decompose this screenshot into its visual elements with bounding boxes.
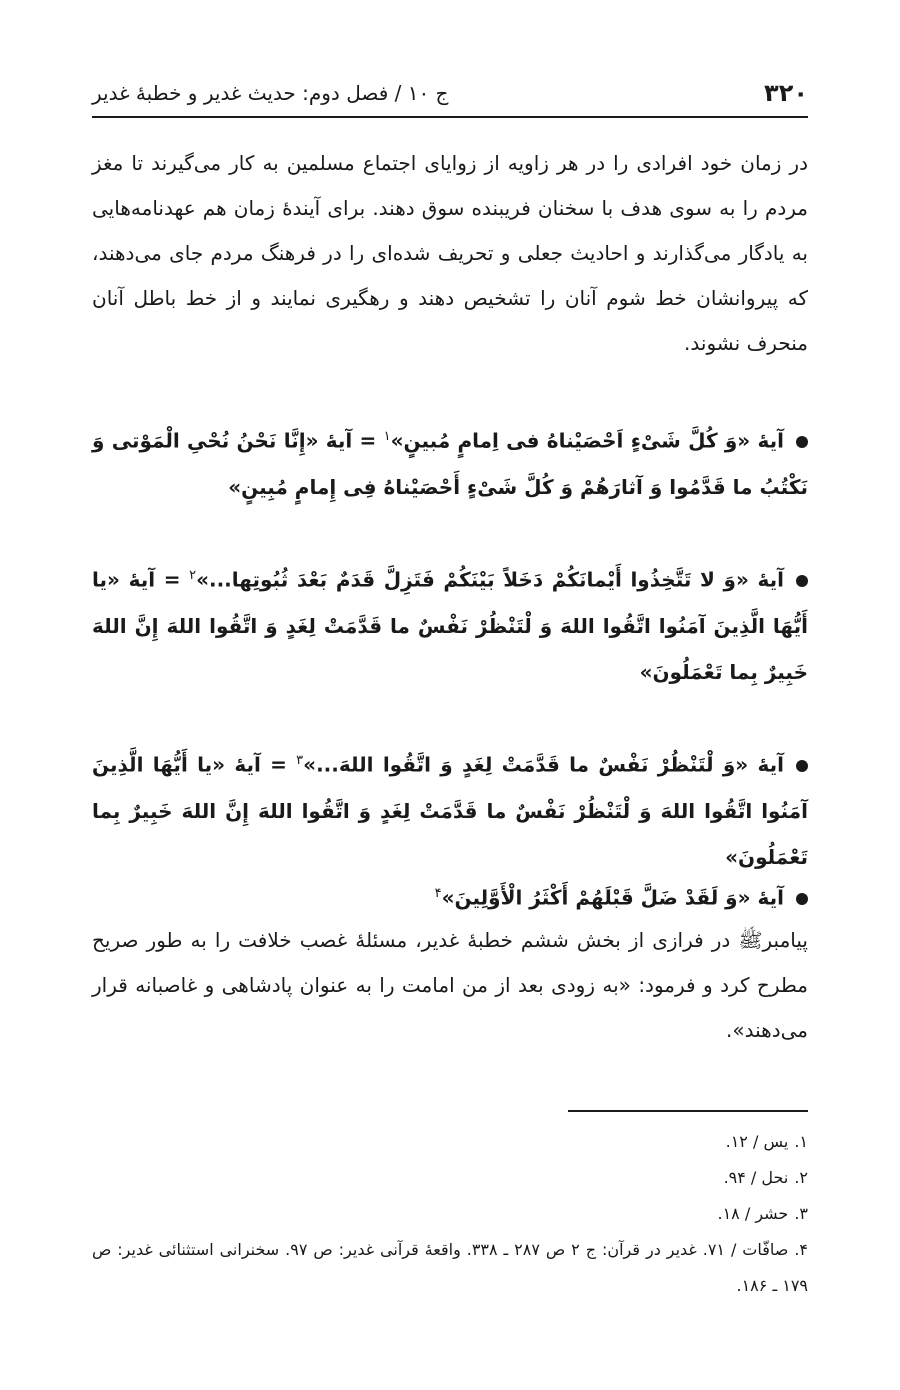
footnote-number: ۱. — [794, 1132, 808, 1151]
bullet-icon — [796, 893, 808, 905]
verse-tail: = آیهٔ «إِنَّا نَحْنُ نُحْیِ الْمَوْتی وَ نَکْتُبُ ما قَدَّمُوا وَ آثارَهُمْ وَ کُلَّ شَیْءٍ أَحْصَیْناهُ فِی إِمامٍ مُبِینٍ» — [92, 428, 808, 499]
closing-paragraph — [92, 918, 808, 1053]
bullet-icon — [796, 575, 808, 587]
footnote-ref[interactable]: ۳ — [296, 753, 304, 768]
footnote-ref[interactable]: ۴ — [434, 886, 442, 901]
bullet-icon — [796, 760, 808, 772]
footnote-text: صافّات / ۷۱. غدیر در قرآن: ج ۲ ص ۲۸۷ ـ ۳۳۸. واقعهٔ قرآنی غدیر: ص ۹۷. سخنرانی استثنائی غدیر: ص ۱۷۹ ـ ۱۸۶. — [92, 1240, 808, 1295]
verse-tail: = آیهٔ «یا أَیُّهَا الَّذِینَ آمَنُوا اتَّقُوا اللهَ وَ لْتَنْظُرْ نَفْسٌ ما قَدَّمَتْ لِغَدٍ وَ اتَّقُوا اللهَ إِنَّ اللهَ خَبِیرٌ بِما تَعْمَلُونَ» — [92, 567, 808, 684]
footnote-number: ۲. — [794, 1168, 808, 1187]
verse-lead: آیهٔ «وَ لَقَدْ ضَلَّ قَبْلَهُمْ أَکْثَرُ الْأَوَّلِینَ» — [441, 885, 784, 910]
page-number: ۳۲۰ — [764, 79, 808, 107]
footnote-text: یس / ۱۲. — [725, 1132, 789, 1151]
running-head: ج ۱۰ / فصل دوم: حدیث غدیر و خطبهٔ غدیر — [92, 81, 449, 105]
footnote-ref[interactable]: ۲ — [189, 568, 197, 583]
footnote-item — [92, 1232, 808, 1304]
intro-paragraph — [92, 141, 808, 366]
closing-text: پیامبرﷺ در فرازی از بخش ششم خطبهٔ غدیر، مسئلهٔ غصب خلافت را به طور صریح مطرح کرد و فرمود: «به زودی بعد از من امامت را به عنوان پادشاهی و غاصبانه قرار می‌دهند». — [92, 928, 808, 1042]
verse-item-1 — [92, 414, 808, 510]
verse-lead: آیهٔ «وَ لْتَنْظُرْ نَفْسٌ ما قَدَّمَتْ لِغَدٍ وَ اتَّقُوا اللهَ...» — [303, 752, 784, 777]
intro-text: در زمان خود افرادی را در هر زاویه از زوایای اجتماع مسلمین به کار می‌گیرند تا مغز مردم را به سوی هدف با سخنان فریبنده سوق دهند. برای آیندهٔ زمان هم عهدنامه‌هایی به یادگار می‌گذارند و احادیث جعلی و تحریف شده‌ای را در فرهنگ مردم جای می‌دهند، که پیروانشان خط شوم آنان را تشخیص دهند و رهگیری نمایند و از خط باطل آنان منحرف نشوند. — [92, 151, 808, 355]
footnote-text: حشر / ۱۸. — [717, 1204, 789, 1223]
verse-lead: آیهٔ «وَ لا تَتَّخِذُوا أَیْمانَکُمْ دَخَلاً بَیْنَکُمْ فَتَزِلَّ قَدَمٌ بَعْدَ ثُبُوتِها...» — [196, 567, 784, 592]
footnote-ref[interactable]: ۱ — [383, 429, 391, 444]
header-divider — [92, 116, 808, 118]
verse-item-2 — [92, 553, 808, 695]
footnote-item — [92, 1160, 808, 1196]
page-header — [92, 72, 808, 114]
verse-tail: = آیهٔ «یا أَیُّهَا الَّذِینَ آمَنُوا اتَّقُوا اللهَ وَ لْتَنْظُرْ نَفْسٌ ما قَدَّمَتْ لِغَدٍ وَ اتَّقُوا اللهَ إِنَّ اللهَ خَبِیرٌ بِما تَعْمَلُونَ» — [92, 752, 808, 869]
footnote-item — [92, 1196, 808, 1232]
footnote-number: ۳. — [794, 1204, 808, 1223]
bullet-icon — [796, 436, 808, 448]
footnote-divider — [568, 1110, 808, 1112]
footnote-number: ۴. — [794, 1240, 809, 1259]
verse-lead: آیهٔ «وَ کُلَّ شَیْءٍ اَحْصَیْناهُ فی اِمامٍ مُبینٍ» — [390, 428, 784, 453]
footnotes — [92, 1124, 808, 1304]
footnote-text: نحل / ۹۴. — [723, 1168, 789, 1187]
verse-item-4 — [92, 871, 808, 921]
verse-item-3 — [92, 738, 808, 880]
footnote-item — [92, 1124, 808, 1160]
